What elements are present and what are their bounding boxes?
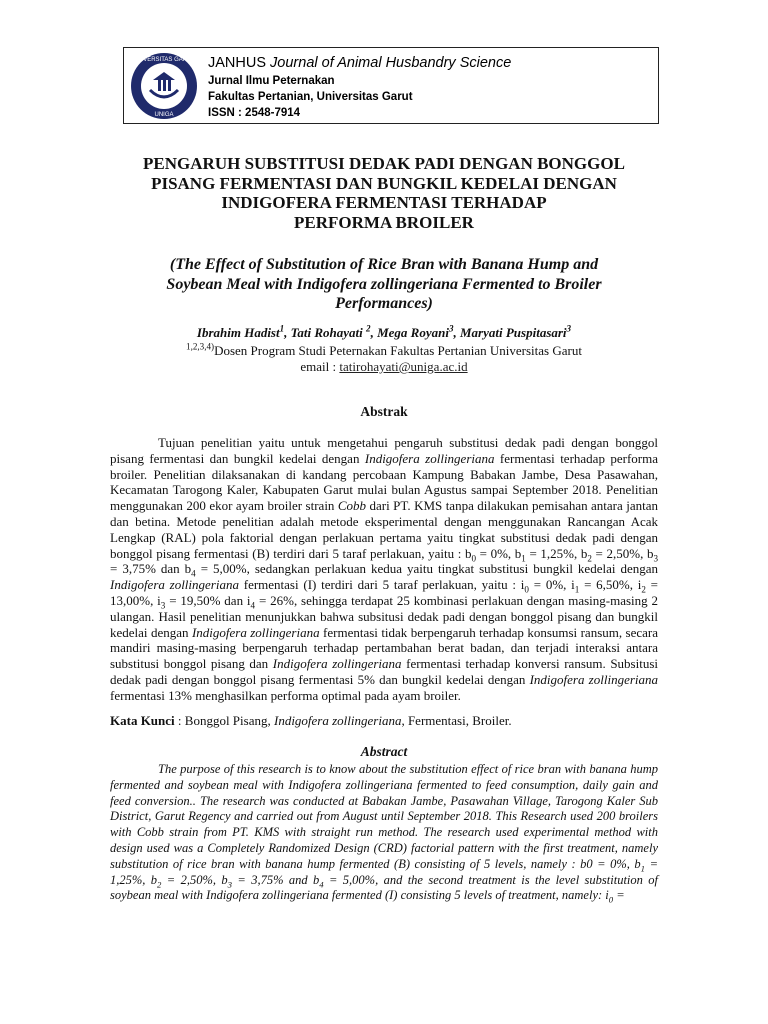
journal-subtitle: Jurnal Ilmu Peternakan [208,75,335,87]
logo-text-top: UNIVERSITAS GARUT [132,57,196,63]
logo-text-bottom: UNIGA [154,112,174,118]
paper-title-indonesian: PENGARUH SUBSTITUSI DEDAK PADI DENGAN BONGGOL PISANG FERMENTASI DAN BUNGKIL KEDELAI DENGAN INDIGOFERA FERMENTASI TERHADAP PERFORMA BROILER [143,154,625,232]
email-line: email : tatirohayati@uniga.ac.id [300,359,468,374]
abstract-paragraph: The purpose of this research is to know about the substitution effect of rice bran with banana hump fermented and soybean meal with Indigofera zollingeriana fermented to feed consumption, daily gain and feed conversion.. The research was conducted at Babakan Jambe, Pasawahan Village, Tarogong Kaler Sub District, Garut Regency and carried out from August until September 2018. This Research used 200 broilers with Cobb strain from PT. KMS with straight run method. The research used experimental method with design used was a Completely Randomized Design (CRD) factorial pattern with the first treatment, namely substitution of rice bran with banana hump fermented (B) consisting of 5 levels, namely : b0 = 0%, $b_1 = 1,25\%$, $b_2 = 2,50\%$, $b_3 = 3,75\%$ and $b_4 = 5,00\%$, and the second treatment is the level substitution of soybean meal with Indigofera zollingeriana fermented (I) consisting 5 levels of treatment, namely: $i_0$ = [110,762,658,905]
email-link[interactable]: tatirohayati@uniga.ac.id [339,359,468,374]
faculty-name: Fakultas Pertanian, Universitas Garut [208,91,413,103]
journal-header [123,47,659,124]
abstrak-paragraph: Tujuan penelitian yaitu untuk mengetahui pengaruh substitusi dedak padi dengan bonggol pisang fermentasi dan bungkil kedelai dengan Indigofera zollingeriana fermentasi terhadap performa broiler. Penelitian dilaksanakan di kandang percobaan Kampung Babakan Jambe, Desa Pasawahan, Kecamatan Tarogong Kaler, Kabupaten Garut mulai bulan Agustus sampai September 2018. Penelitian menggunakan 200 ekor ayam broiler strain Cobb dari PT. KMS tanpa dilakukan pemisahan antara jantan dan betina. Metode penelitian adalah metode eksperimental dengan menggunakan Rancangan Acak Lengkap (RAL) pola faktorial dengan perlakuan pertama yaitu tingkat substitusi dedak padi dengan bonggol pisang fermentasi (B) terdiri dari 5 taraf perlakuan, yaitu : $b_0 = 0\%$, $b_1 = 1,25\%$, $b_2 = 2,50\%$, $b_3 = 3,75\%$ dan $b_4 = 5,00\%$, sedangkan perlakuan kedua yaitu tingkat substitusi bungkil kedelai dengan Indigofera zollingeriana fermentasi (I) terdiri dari 5 taraf perlakuan, yaitu : $i_0 = 0\%$, $i_1 = 6,50\%$, $i_2 = 13,00\%$, $i_3 = 19,50\%$ dan $i_4 = 26\%$, sehingga terdapat 25 kombinasi perlakuan dengan masing-masing 2 ulangan. Hasil penelitian menunjukkan bahwa subsitusi dedak padi dengan bonggol pisang dan bungkil kedelai dengan Indigofera zollingeriana fermentasi tidak berpengaruh terhadap konsumsi ransum, secara mandiri masing-masing berpengaruh terhadap pertambahan berat badan, dan terjadi interaksi antara substitusi bonggol pisang dan Indigofera zollingeriana fermentasi terhadap konversi ransum. Subsitusi dedak padi dengan bonggol pisang fermentasi 5% dan bungkil kedelai dengan Indigofera zollingeriana fermentasi 13% menghasilkan performa optimal pada ayam broiler. [110,435,659,703]
university-seal-logo [130,52,198,120]
abstract-heading: Abstract [360,744,408,759]
author-list: Ibrahim Hadist$^1$, Tati Rohayati $^2$, Mega Royani$^3$, Maryati Puspitasari$^3$ [196,323,572,340]
abstrak-heading: Abstrak [360,404,408,419]
issn: ISSN : 2548-7914 [208,107,301,119]
journal-name: JANHUS Journal of Animal Husbandry Science [208,55,512,71]
keywords: Kata Kunci : Bonggol Pisang, Indigofera zollingeriana, Fermentasi, Broiler. [110,713,512,728]
paper-title-english: (The Effect of Substitution of Rice Bran with Banana Hump and Soybean Meal with Indigofera zollingeriana Fermented to Broiler Performances) [166,256,602,312]
affiliation: $^{1,2,3,4)}$Dosen Program Studi Peternakan Fakultas Pertanian Universitas Garut [186,341,582,358]
